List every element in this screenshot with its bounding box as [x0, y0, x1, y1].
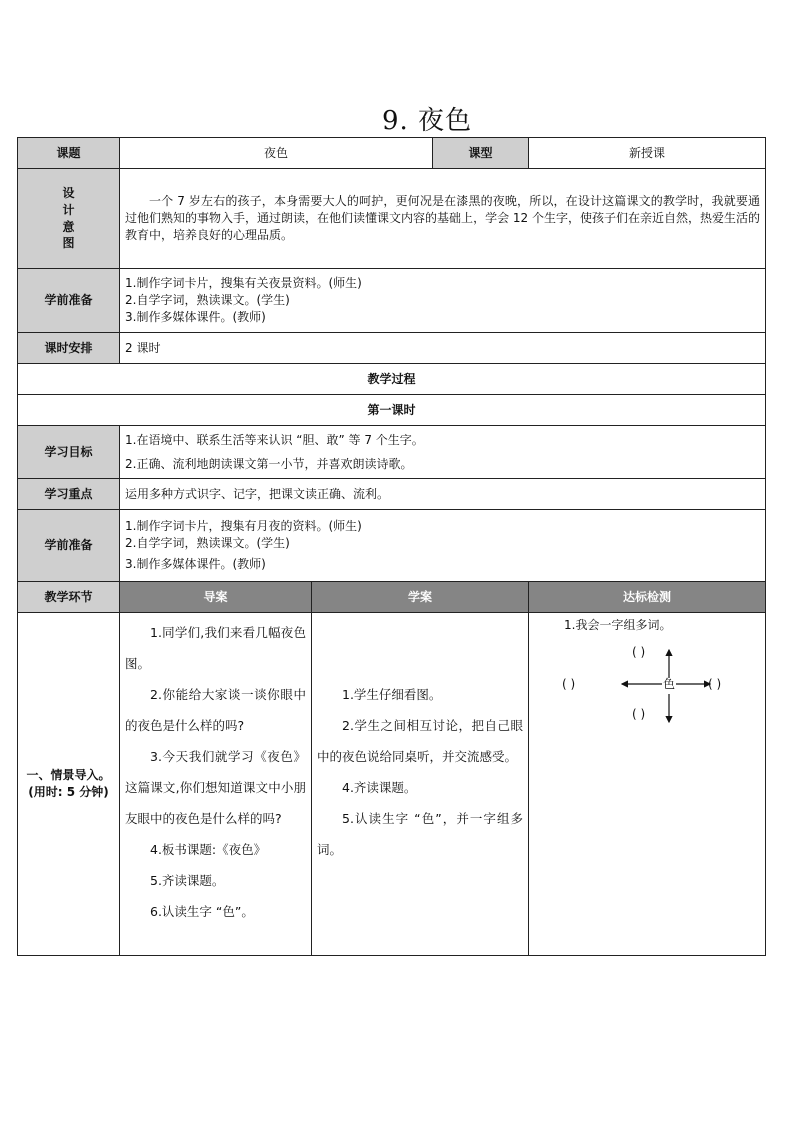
design-label-char: 意 [62, 219, 75, 234]
stage-header: 教学环节 [18, 582, 120, 613]
study-header: 学案 [312, 582, 529, 613]
section1-study [312, 613, 529, 956]
lesson-plan-table [17, 137, 766, 956]
design-text: 一个 7 岁左右的孩子，本身需要大人的呵护，更何况是在漆黑的夜晚，所以，在设计这篇课文的教学时，我就要通过他们熟知的事物入手，通过朗读，在他们读懂课文内容的基础上，学会 12 个生字，使孩子们在亲近自然，热爱生活的教育中，培养良好的心理品质。 [120, 169, 766, 269]
goals-label: 学习目标 [18, 426, 120, 479]
design-label [18, 169, 120, 269]
schedule-row [18, 333, 766, 364]
section1-stage-time: (用时: 5 分钟) [28, 785, 109, 799]
goals-row [18, 426, 766, 479]
section1-guide [120, 613, 312, 956]
prep1-line: 2.自学字词，熟读课文。(学生) [125, 293, 290, 308]
topic-value: 夜色 [120, 138, 433, 169]
column-header-row [18, 582, 766, 613]
prep2-line: 3.制作多媒体课件。(教师) [125, 556, 266, 571]
topic-label: 课题 [18, 138, 120, 169]
section1-stage-title: 一、情景导入。 [26, 768, 111, 783]
prep2-line: 2.自学字词，熟读课文。(学生) [125, 536, 290, 551]
design-label-char: 图 [62, 236, 75, 251]
prep1-label: 学前准备 [18, 269, 120, 333]
prep2-content [120, 510, 766, 582]
type-value: 新授课 [529, 138, 766, 169]
lesson-heading: 第一课时 [18, 395, 766, 426]
goals-line: 1.在语境中、联系生活等来认识 “胆、敢” 等 7 个生字。 [125, 433, 424, 447]
diagram-right-blank: ( ) [708, 676, 722, 691]
process-heading: 教学过程 [18, 364, 766, 395]
focus-label: 学习重点 [18, 479, 120, 510]
diagram-center-char: 色 [663, 676, 676, 691]
lesson-heading-row [18, 395, 766, 426]
guide-item: 6.认读生字 “色”。 [150, 904, 254, 919]
prep1-content [120, 269, 766, 333]
guide-item: 2.你能给大家谈一谈你眼中的夜色是什么样的吗? [125, 687, 306, 733]
design-label-char: 计 [62, 202, 75, 217]
design-row [18, 169, 766, 269]
process-heading-row [18, 364, 766, 395]
header-row [18, 138, 766, 169]
section1-row [18, 613, 766, 956]
check-title: 1.我会一字组多词。 [564, 618, 672, 632]
document-title: 9. 夜色 [381, 106, 473, 136]
focus-row [18, 479, 766, 510]
guide-item: 5.齐读课题。 [150, 873, 225, 888]
prep1-line: 1.制作字词卡片，搜集有关夜景资料。(师生) [125, 276, 362, 291]
study-item: 4.齐读课题。 [342, 780, 417, 795]
section1-check [529, 613, 766, 956]
guide-item: 4.板书课题:《夜色》 [150, 842, 267, 857]
prep1-row [18, 269, 766, 333]
guide-header: 导案 [120, 582, 312, 613]
schedule-value: 2 课时 [120, 333, 766, 364]
prep2-line: 1.制作字词卡片，搜集有月夜的资料。(师生) [125, 519, 362, 534]
goals-content [120, 426, 766, 479]
type-label: 课型 [433, 138, 529, 169]
word-building-diagram [562, 644, 762, 736]
diagram-arrows-icon [562, 644, 762, 736]
guide-item: 3.今天我们就学习《夜色》这篇课文,你们想知道课文中小朋友眼中的夜色是什么样的吗? [125, 749, 306, 826]
study-item: 1.学生仔细看图。 [342, 687, 442, 702]
prep1-line: 3.制作多媒体课件。(教师) [125, 309, 266, 324]
prep2-label: 学前准备 [18, 510, 120, 582]
guide-item: 1.同学们,我们来看几幅夜色图。 [125, 625, 306, 671]
study-item: 2.学生之间相互讨论，把自己眼中的夜色说给同桌听，并交流感受。 [317, 718, 524, 764]
focus-value: 运用多种方式识字、记字，把课文读正确、流利。 [120, 479, 766, 510]
check-header: 达标检测 [529, 582, 766, 613]
design-label-char: 设 [62, 185, 75, 200]
goals-line: 2.正确、流利地朗读课文第一小节，并喜欢朗读诗歌。 [125, 457, 413, 471]
prep2-row [18, 510, 766, 582]
study-item: 5.认读生字 “色”，并一字组多词。 [317, 811, 524, 857]
section1-stage [18, 613, 120, 956]
diagram-top-blank: ( ) [632, 644, 646, 659]
diagram-left-blank: ( ) [562, 676, 576, 691]
schedule-label: 课时安排 [18, 333, 120, 364]
diagram-bottom-blank: ( ) [632, 706, 646, 721]
